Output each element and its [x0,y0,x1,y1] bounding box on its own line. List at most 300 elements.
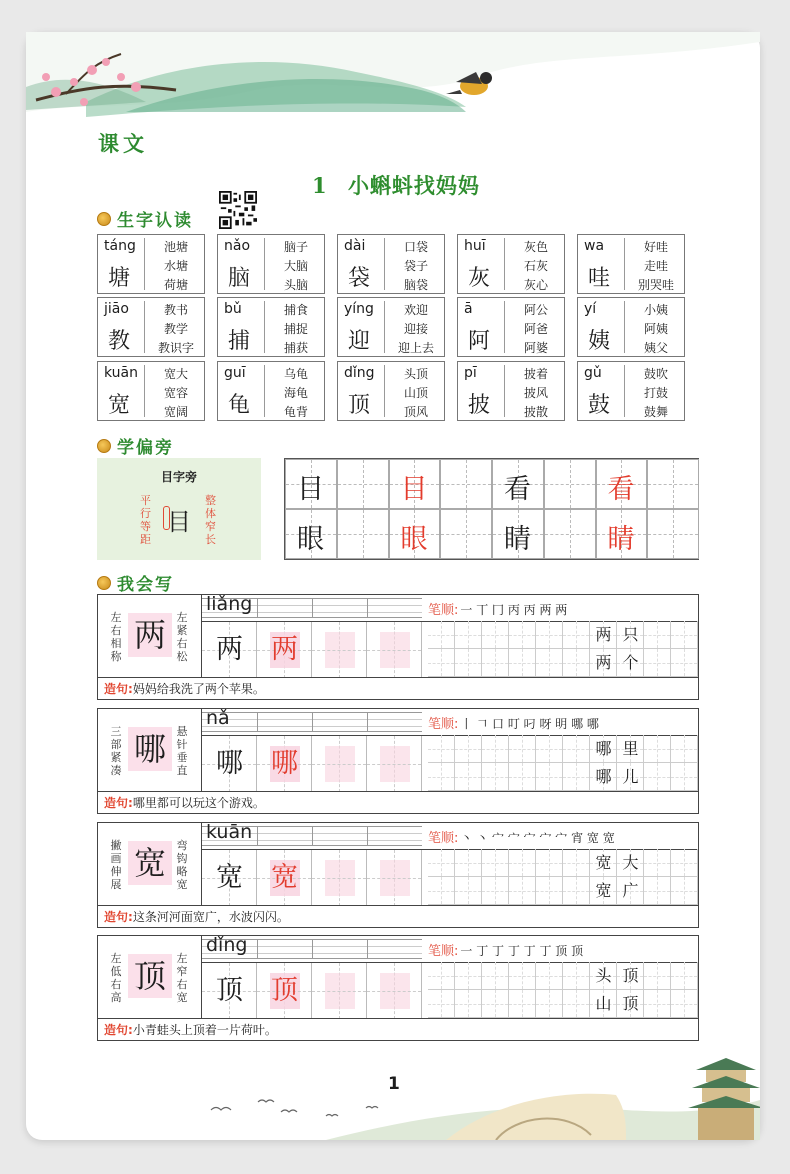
word-cell[interactable] [536,735,563,763]
word-cell[interactable] [428,621,455,649]
card-word: 别哭哇 [637,278,674,292]
word-cell[interactable] [644,621,671,649]
practice-cell[interactable] [202,963,257,1019]
char-card-6 [217,297,325,357]
word-cell[interactable] [509,621,536,649]
card-word: 头顶 [403,367,428,381]
card-divider [144,365,145,417]
pinyin-text: dǐng [206,934,248,956]
word-cell[interactable] [536,990,563,1018]
card-word: 水塘 [163,259,188,273]
card-word: 宽大 [163,367,188,381]
card-word: 教书 [163,303,188,317]
grid-cell[interactable] [647,509,699,559]
card-word: 小姨 [643,303,668,317]
word-cell[interactable] [482,763,509,791]
card-word: 宽容 [163,386,188,400]
grid-cell[interactable] [337,459,389,509]
card-word: 好哇 [643,240,668,254]
char-card-5 [97,297,205,357]
grid-char: 眼 [400,524,428,555]
grid-cell[interactable] [440,459,492,509]
card-word: 阿公 [523,303,548,317]
word-cell[interactable] [428,990,455,1018]
card-word: 龟背 [283,405,308,419]
char-card-14 [577,361,685,421]
practice-cell[interactable] [312,736,367,792]
word-cell[interactable] [671,735,698,763]
word-cell[interactable] [536,763,563,791]
word-char: 宽 [595,881,612,900]
card-words [268,301,324,358]
lesson-number: 1 [312,173,328,198]
stroke-label: 笔顺: [428,717,459,732]
card-words [508,238,564,295]
word-char: 个 [622,653,639,672]
practice-cell[interactable] [257,622,312,678]
section-read-header [97,206,193,231]
sentence-row [98,791,698,813]
sentence-row [98,677,698,699]
card-word: 欢迎 [403,303,428,317]
grid-char: 看 [607,474,635,505]
stroke-order [428,940,583,959]
card-word: 披散 [523,405,548,419]
word-cell[interactable] [509,990,536,1018]
char-card-7 [337,297,445,357]
card-char: 塘 [108,266,131,291]
char-card-13 [457,361,565,421]
card-pinyin: dài [344,238,366,254]
word-cell[interactable] [482,735,509,763]
card-word: 教学 [163,322,188,336]
card-divider [384,238,385,290]
stroke-sequence: 一 丁 丁 丁 丁 丁 顶 顶 [460,944,584,958]
word-cell[interactable] [563,649,590,677]
section-radical-title: 学偏旁 [117,438,174,458]
practice-cell[interactable] [202,622,257,678]
word-grid [428,849,698,905]
card-divider [624,365,625,417]
card-divider [624,301,625,353]
card-words [388,238,444,295]
card-words [268,238,324,295]
card-words [148,301,204,358]
word-cell[interactable] [509,735,536,763]
card-word: 宽阔 [163,405,188,419]
word-cell[interactable] [455,621,482,649]
card-char: 阿 [468,329,491,354]
card-word: 捕食 [283,303,308,317]
practice-char-red: 两 [271,634,298,665]
word-cell[interactable] [455,990,482,1018]
char-card-12 [337,361,445,421]
word-char: 广 [622,881,639,900]
card-word: 捕捉 [283,322,308,336]
card-char: 迎 [348,329,371,354]
card-pinyin: ā [464,301,473,317]
card-word: 阿婆 [523,341,548,355]
grid-char: 睛 [607,524,635,555]
card-char: 姨 [588,329,611,354]
word-cell[interactable] [509,649,536,677]
card-char: 灰 [468,266,491,291]
card-divider [504,238,505,290]
word-cell[interactable] [428,962,455,990]
top-landscape-illustration [26,32,760,127]
card-divider [264,238,265,290]
word-cell[interactable] [671,763,698,791]
pinyin-text: kuān [206,821,253,843]
practice-cell[interactable] [367,736,422,792]
grid-char: 目 [297,474,324,505]
word-char: 大 [622,853,639,872]
practice-cell[interactable] [257,963,312,1019]
word-cell[interactable] [482,649,509,677]
card-pinyin: huī [464,238,486,254]
card-word: 灰色 [523,240,548,254]
char-card-1 [217,234,325,294]
stroke-sequence: 一 丅 冂 丙 丙 两 两 [460,603,568,617]
word-char: 哪 [595,767,612,786]
word-cell[interactable] [644,849,671,877]
card-word: 顶风 [403,405,428,419]
write-block-0 [97,594,699,700]
model-char: 顶 [128,954,172,998]
card-pinyin: nǎo [224,238,251,254]
card-char: 披 [468,393,491,418]
card-words [388,365,444,422]
practice-char-red: 顶 [271,975,298,1006]
word-cell[interactable] [482,621,509,649]
card-word: 灰心 [523,278,548,292]
radical-explanation [97,458,261,560]
card-divider [384,301,385,353]
char-card-2 [337,234,445,294]
char-card-11 [217,361,325,421]
practice-cell[interactable] [257,736,312,792]
card-word: 袋子 [403,259,428,273]
write-block-3 [97,935,699,1041]
card-divider [504,365,505,417]
word-cell[interactable] [509,962,536,990]
card-pinyin: yí [584,301,597,317]
word-cell[interactable] [482,990,509,1018]
card-word: 鼓舞 [643,405,668,419]
stroke-order [428,713,599,732]
word-cell[interactable] [428,649,455,677]
char-card-3 [457,234,565,294]
coin-icon [97,576,111,590]
card-words [508,301,564,358]
card-divider [624,238,625,290]
stroke-order [428,599,567,618]
stroke-label: 笔顺: [428,944,459,959]
stroke-label: 笔顺: [428,831,459,846]
pinyin-row [202,823,422,849]
model-char-panel [98,709,202,791]
card-word: 迎接 [403,322,428,336]
word-cell[interactable] [455,649,482,677]
card-word: 阿姨 [643,322,668,336]
card-char: 袋 [348,266,371,291]
sentence-label: 造句: [104,796,133,810]
word-cell[interactable] [428,877,455,905]
word-cell[interactable] [563,621,590,649]
sentence-row [98,1018,698,1040]
practice-cell[interactable] [202,736,257,792]
char-card-0 [97,234,205,294]
radical-name: 目字旁 [160,470,197,484]
practice-char-red: 哪 [271,748,298,779]
word-char: 儿 [622,767,639,786]
stroke-sequence: 丶 丶 宀 宀 宀 宀 宀 宵 宽 宽 [460,831,615,845]
word-cell[interactable] [563,877,590,905]
grid-cell[interactable] [544,459,596,509]
word-cell[interactable] [644,763,671,791]
practice-char: 宽 [216,862,243,893]
right-tip: 左紧右松 [176,611,188,663]
grid-cell[interactable] [440,509,492,559]
model-char: 哪 [128,727,172,771]
practice-cell[interactable] [367,850,422,906]
right-tip: 悬针垂直 [176,725,188,777]
practice-cell[interactable] [202,850,257,906]
card-pinyin: wa [584,238,605,254]
card-char: 顶 [348,393,371,418]
word-cell[interactable] [509,877,536,905]
card-pinyin: gǔ [584,365,602,381]
word-cell[interactable] [455,735,482,763]
right-tip: 弯钩略宽 [176,839,188,891]
practice-char: 两 [216,634,243,665]
lesson-category: 课文 [98,131,148,156]
word-cell[interactable] [482,849,509,877]
word-cell[interactable] [428,763,455,791]
stroke-order [428,827,615,846]
pinyin-row [202,709,422,735]
word-char: 两 [595,625,612,644]
section-write-header [97,570,174,595]
word-cell[interactable] [509,763,536,791]
word-char: 里 [622,739,639,758]
word-char: 两 [595,653,612,672]
word-cell[interactable] [563,849,590,877]
word-grid [428,962,698,1018]
grid-char: 睛 [504,524,531,555]
card-word: 捕获 [283,341,308,355]
coin-icon [97,439,111,453]
card-divider [384,365,385,417]
word-char: 山 [595,994,612,1013]
word-cell[interactable] [509,849,536,877]
card-divider [504,301,505,353]
practice-char-red: 宽 [271,862,298,893]
word-cell[interactable] [671,877,698,905]
word-cell[interactable] [536,849,563,877]
card-word: 头脑 [283,278,308,292]
sentence-label: 造句: [104,910,133,924]
card-divider [144,301,145,353]
card-divider [264,301,265,353]
model-char: 两 [128,613,172,657]
word-cell[interactable] [482,877,509,905]
card-words [268,365,324,422]
card-words [628,238,684,295]
qr-code-icon[interactable] [219,191,257,229]
card-word: 荷塘 [163,278,188,292]
word-grid [428,621,698,677]
char-card-8 [457,297,565,357]
word-cell[interactable] [671,649,698,677]
practice-cell[interactable] [312,622,367,678]
practice-cell[interactable] [312,850,367,906]
word-char: 哪 [595,739,612,758]
word-cell[interactable] [428,849,455,877]
sentence-label: 造句: [104,682,133,696]
card-word: 迎上去 [397,341,434,355]
word-cell[interactable] [563,735,590,763]
word-char: 顶 [622,994,639,1013]
word-cell[interactable] [671,849,698,877]
card-word: 脑子 [283,240,308,254]
practice-char: 顶 [216,975,243,1006]
grid-cell[interactable] [544,509,596,559]
word-cell[interactable] [563,990,590,1018]
word-cell[interactable] [563,962,590,990]
word-cell[interactable] [536,877,563,905]
card-char: 脑 [228,266,251,291]
grid-char: 眼 [297,524,324,555]
word-cell[interactable] [455,849,482,877]
card-pinyin: táng [104,238,136,254]
card-word: 山顶 [403,386,428,400]
grid-cell[interactable] [337,509,389,559]
section-radical-header [97,433,174,458]
write-block-2 [97,822,699,928]
card-word: 海龟 [283,386,308,400]
lesson-title-text: 小蝌蚪找妈妈 [347,173,480,198]
word-cell[interactable] [563,763,590,791]
card-char: 龟 [228,393,251,418]
word-cell[interactable] [644,962,671,990]
radical-right-note: 整体窄长 [205,494,216,546]
char-card-4 [577,234,685,294]
sentence-label: 造句: [104,1023,133,1037]
right-tip: 左窄右宽 [176,952,188,1004]
word-cell[interactable] [671,990,698,1018]
lesson-title [312,170,480,200]
char-card-10 [97,361,205,421]
word-char: 头 [595,966,612,985]
card-char: 教 [108,329,131,354]
pinyin-text: nǎ [206,707,230,729]
left-tip: 撇画伸展 [110,839,122,891]
card-divider [144,238,145,290]
card-pinyin: bǔ [224,301,242,317]
card-words [388,301,444,358]
practice-cell[interactable] [367,622,422,678]
card-word: 脑袋 [403,278,428,292]
card-word: 教识字 [157,341,194,355]
word-cell[interactable] [428,735,455,763]
word-char: 只 [622,625,639,644]
sentence-text: 小青蛙头上顶着一片荷叶。 [132,1023,277,1037]
word-cell[interactable] [455,962,482,990]
section-read-title: 生字认读 [117,211,193,231]
practice-cell[interactable] [367,963,422,1019]
grid-char: 目 [400,474,428,505]
word-cell[interactable] [644,649,671,677]
card-pinyin: yíng [344,301,374,317]
sentence-text: 这条河河面宽广，水波闪闪。 [132,910,289,924]
word-char: 宽 [595,853,612,872]
word-cell[interactable] [536,621,563,649]
word-cell[interactable] [644,735,671,763]
card-pinyin: pī [464,365,477,381]
card-char: 捕 [228,329,251,354]
sentence-text: 哪里都可以玩这个游戏。 [132,796,265,810]
word-cell[interactable] [671,621,698,649]
card-word: 披着 [523,367,548,381]
practice-cell[interactable] [312,963,367,1019]
card-char: 鼓 [588,393,611,418]
card-word: 大脑 [283,259,308,273]
practice-char: 哪 [216,748,243,779]
word-cell[interactable] [455,763,482,791]
write-block-1 [97,708,699,814]
grid-cell[interactable] [647,459,699,509]
sentence-text: 妈妈给我洗了两个苹果。 [132,682,265,696]
card-word: 阿爸 [523,322,548,336]
card-pinyin: kuān [104,365,139,381]
model-char-panel [98,595,202,677]
stroke-label: 笔顺: [428,603,459,618]
card-word: 打鼓 [643,386,668,400]
left-tip: 左低右高 [110,952,122,1004]
card-char: 哇 [588,266,611,291]
card-words [628,301,684,358]
word-cell[interactable] [671,962,698,990]
model-char: 宽 [128,841,172,885]
card-divider [264,365,265,417]
model-char-panel [98,823,202,905]
word-cell[interactable] [455,877,482,905]
pinyin-row [202,595,422,621]
card-word: 走哇 [643,259,668,273]
card-words [508,365,564,422]
card-word: 石灰 [523,259,548,273]
pinyin-text: liǎng [206,593,253,615]
card-word: 口袋 [403,240,428,254]
card-word: 姨父 [643,341,668,355]
word-cell[interactable] [644,990,671,1018]
card-word: 披风 [523,386,548,400]
char-card-9 [577,297,685,357]
word-cell[interactable] [644,877,671,905]
left-tip: 三部紧凑 [110,725,122,777]
page-number: 1 [388,1074,400,1094]
word-cell[interactable] [536,962,563,990]
word-char: 顶 [622,966,639,985]
card-pinyin: guī [224,365,246,381]
practice-cell[interactable] [257,850,312,906]
radical-left-note: 平行等距 [140,494,151,546]
word-cell[interactable] [482,962,509,990]
word-cell[interactable] [536,649,563,677]
grid-char: 看 [504,474,531,505]
word-grid [428,735,698,791]
